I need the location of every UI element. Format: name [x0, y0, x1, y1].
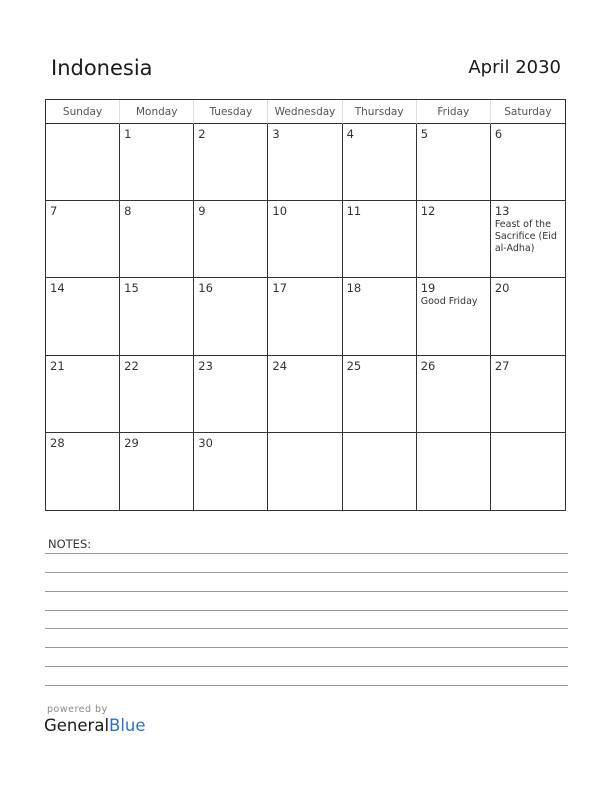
day-cell [46, 433, 120, 510]
day-number: 23 [198, 358, 213, 373]
day-number: 30 [198, 435, 213, 450]
day-cell [491, 278, 565, 355]
weekday-header: Wednesday [268, 100, 342, 124]
day-number: 22 [124, 358, 139, 373]
holiday-label: Feast of the Sacrifice (Eid al-Adha) [494, 219, 557, 255]
note-line [45, 647, 568, 648]
day-cell [268, 201, 342, 278]
day-number: 24 [272, 358, 288, 373]
note-line [45, 666, 568, 667]
day-number: 17 [272, 281, 288, 296]
day-number: 7 [50, 204, 58, 219]
day-number: 19 [420, 281, 436, 296]
day-cell [343, 278, 417, 355]
day-number: 3 [272, 127, 280, 141]
day-number: 26 [420, 358, 436, 373]
day-cell [46, 356, 120, 433]
day-number: 12 [420, 204, 436, 219]
day-number: 29 [124, 435, 139, 450]
weekday-header: Thursday [343, 100, 417, 124]
day-number: 14 [50, 281, 65, 296]
day-cell [194, 201, 268, 278]
note-line [45, 591, 568, 592]
day-number: 2 [198, 127, 206, 141]
day-cell [491, 356, 565, 433]
day-cell [491, 124, 565, 201]
day-number: 4 [346, 127, 354, 141]
day-number: 1 [124, 127, 132, 141]
day-cell [194, 433, 268, 510]
country-title: Indonesia [51, 56, 153, 80]
day-cell [120, 356, 194, 433]
day-number: 10 [272, 204, 288, 219]
day-cell [417, 433, 491, 510]
powered-by-text: powered by [47, 704, 108, 715]
day-number: 8 [124, 204, 132, 219]
month-title: April 2030 [468, 57, 561, 78]
day-cell [417, 356, 491, 433]
weekday-header: Monday [120, 100, 194, 124]
day-cell [268, 124, 342, 201]
note-line [45, 685, 568, 686]
day-cell [120, 201, 194, 278]
notes-label: NOTES: [48, 537, 92, 551]
day-number: 27 [494, 358, 510, 373]
generalblue-logo [44, 716, 146, 735]
weekday-header: Tuesday [194, 100, 268, 124]
day-cell [491, 201, 565, 278]
day-number: 13 [494, 204, 510, 219]
day-cell [268, 356, 342, 433]
day-cell [343, 433, 417, 510]
day-number: 5 [420, 127, 429, 141]
day-cell [417, 201, 491, 278]
holiday-label: Good Friday [420, 296, 478, 308]
day-number: 28 [50, 435, 65, 450]
day-cell [268, 433, 342, 510]
day-number: 20 [494, 281, 510, 296]
day-cell [120, 433, 194, 510]
weekday-header: Saturday [491, 100, 565, 124]
day-cell [343, 201, 417, 278]
weekday-header: Friday [417, 100, 491, 124]
day-number: 9 [198, 204, 206, 219]
day-number: 25 [346, 358, 362, 373]
day-cell [120, 124, 194, 201]
note-line [45, 628, 568, 629]
note-line [45, 572, 568, 573]
day-number: 21 [50, 358, 65, 373]
weekday-header: Sunday [46, 100, 120, 124]
day-cell [194, 124, 268, 201]
day-cell [343, 124, 417, 201]
day-cell [120, 278, 194, 355]
day-number: 6 [494, 127, 503, 141]
logo-general-text: General [44, 716, 110, 735]
day-cell [417, 124, 491, 201]
logo-blue-text: Blue [109, 716, 146, 735]
day-number: 16 [198, 281, 213, 296]
note-line [45, 610, 568, 611]
day-number: 18 [346, 281, 362, 296]
note-line [45, 553, 568, 554]
day-cell [194, 356, 268, 433]
day-cell [46, 124, 120, 201]
day-number: 15 [124, 281, 139, 296]
day-number: 11 [346, 204, 362, 219]
day-cell [46, 278, 120, 355]
day-cell [343, 356, 417, 433]
day-cell [46, 201, 120, 278]
day-cell [417, 278, 491, 355]
day-cell [194, 278, 268, 355]
day-cell [268, 278, 342, 355]
day-cell [491, 433, 565, 510]
calendar-grid [45, 99, 566, 511]
